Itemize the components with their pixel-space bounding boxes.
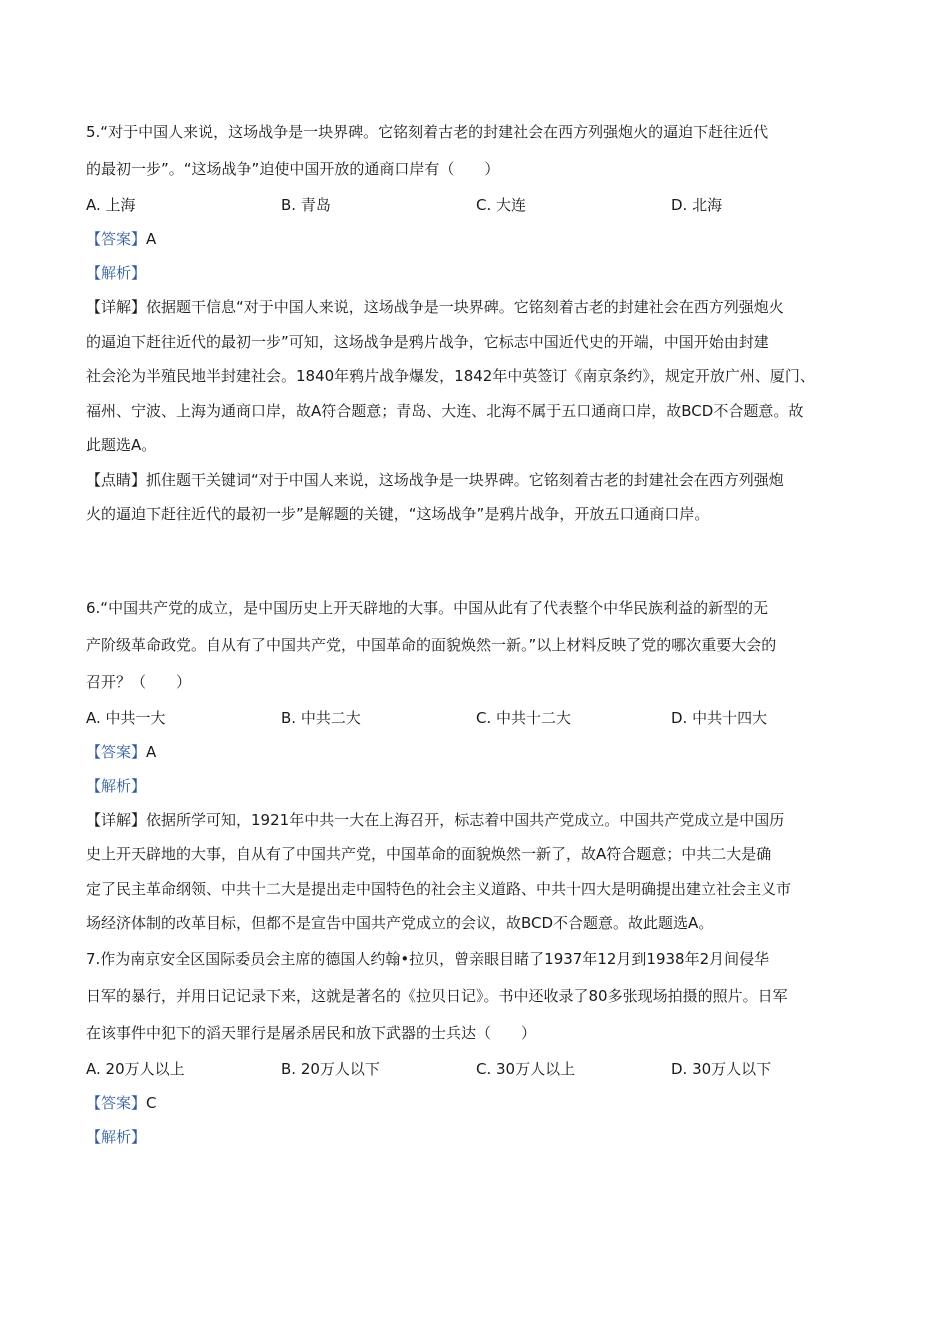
answer-tag: 【答案】 — [86, 230, 147, 248]
document-page — [86, 114, 866, 1154]
question-stem-line: 7.作为南京安全区国际委员会主席的德国人约翰•拉贝，曾亲眼目睹了1937年12月到1938年2月间侵华 — [86, 949, 770, 968]
note-line: 火的逼迫下赶往近代的最初一步”是解题的关键，“这场战争”是鸦片战争，开放五口通商口岸。 — [86, 505, 710, 523]
detail-line: 的逼迫下赶往近代的最初一步”可知，这场战争是鸦片战争，它标志中国近代史的开端，中国开始由封建 — [86, 332, 769, 351]
question-stem-line: 5.“对于中国人来说，这场战争是一块界碑。它铭刻着古老的封建社会在西方列强炮火的逼迫下赶往近代 — [86, 123, 769, 141]
answer-line — [86, 1086, 866, 1120]
answer-value: A — [146, 742, 157, 761]
question-stem-line: 在该事件中犯下的滔天罪行是屠杀居民和放下武器的士兵达（ ） — [86, 1023, 537, 1042]
note-tag: 【点睛】 — [86, 470, 147, 489]
answer-line — [86, 735, 866, 769]
options-row — [86, 1052, 866, 1086]
analysis-line — [86, 256, 866, 290]
option-b: B. 青岛 — [281, 196, 331, 214]
analysis-line — [86, 769, 866, 803]
options-row — [86, 188, 866, 222]
option-a: A. 20万人以上 — [86, 1059, 185, 1078]
detail-line: 此题选A。 — [86, 436, 157, 454]
question-stem-line: 日军的暴行，并用日记记录下来，这就是著名的《拉贝日记》。书中还收录了80多张现场拍摄的照片。日军 — [86, 986, 788, 1005]
detail-line: 社会沦为半殖民地半封建社会。1840年鸦片战争爆发，1842年中英签订《南京条约》，规定开放广州、厦门、 — [86, 367, 815, 385]
note-line — [86, 463, 866, 498]
note-text: 抓住题干关键词“对于中国人来说，这场战争是一块界碑。它铭刻着古老的封建社会在西方列强炮 — [146, 470, 784, 489]
detail-tag: 【详解】 — [86, 810, 147, 829]
detail-tag: 【详解】 — [86, 298, 147, 316]
option-d: D. 30万人以下 — [671, 1059, 772, 1078]
detail-line — [86, 803, 866, 838]
question-6 — [86, 590, 866, 941]
spacer — [86, 532, 866, 590]
question-5 — [86, 114, 866, 532]
option-c: C. 30万人以上 — [476, 1059, 576, 1078]
detail-line: 定了民主革命纲领、中共十二大是提出走中国特色的社会主义道路、中共十四大是明确提出建立社会主义市 — [86, 879, 792, 898]
detail-text: 依据所学可知，1921年中共一大在上海召开，标志着中国共产党成立。中国共产党成立是中国历 — [146, 810, 785, 829]
question-stem-line: 产阶级革命政党。自从有了中国共产党，中国革命的面貌焕然一新。”以上材料反映了党的哪次重要大会的 — [86, 635, 777, 654]
question-stem-line: 6.“中国共产党的成立，是中国历史上开天辟地的大事。中国从此有了代表整个中华民族利益的新型的无 — [86, 598, 769, 617]
option-b: B. 中共二大 — [281, 708, 361, 727]
answer-line — [86, 222, 866, 256]
option-c: C. 大连 — [476, 196, 527, 214]
question-stem-line: 召开？（ ） — [86, 672, 192, 691]
detail-line: 场经济体制的改革目标，但都不是宣告中国共产党成立的会议，故BCD不合题意。故此题选A。 — [86, 914, 714, 932]
question-stem-line: 的最初一步”。“这场战争”迫使中国开放的通商口岸有（ ） — [86, 160, 500, 178]
detail-paragraph — [86, 803, 866, 941]
detail-line: 福州、宁波、上海为通商口岸，故A符合题意；青岛、大连、北海不属于五口通商口岸，故BCD不合题意。故 — [86, 401, 804, 420]
option-b: B. 20万人以下 — [281, 1059, 380, 1078]
detail-line — [86, 290, 866, 325]
detail-text: 依据题干信息“对于中国人来说，这场战争是一块界碑。它铭刻着古老的封建社会在西方列强炮火 — [146, 298, 784, 316]
options-row — [86, 701, 866, 735]
option-c: C. 中共十二大 — [476, 708, 572, 727]
answer-tag: 【答案】 — [86, 1093, 147, 1112]
analysis-tag: 【解析】 — [86, 1127, 147, 1146]
answer-value: C — [146, 1093, 157, 1112]
option-a: A. 中共一大 — [86, 708, 166, 727]
option-d: D. 北海 — [671, 196, 723, 214]
note-paragraph — [86, 463, 866, 532]
answer-tag: 【答案】 — [86, 742, 147, 761]
question-7 — [86, 941, 866, 1154]
option-d: D. 中共十四大 — [671, 708, 768, 727]
detail-paragraph — [86, 290, 866, 463]
analysis-tag: 【解析】 — [86, 264, 147, 282]
option-a: A. 上海 — [86, 196, 136, 214]
answer-value: A — [146, 230, 157, 248]
detail-line: 史上开天辟地的大事，自从有了中国共产党，中国革命的面貌焕然一新了，故A符合题意；中共二大是确 — [86, 845, 772, 863]
analysis-tag: 【解析】 — [86, 776, 147, 795]
analysis-line — [86, 1120, 866, 1154]
